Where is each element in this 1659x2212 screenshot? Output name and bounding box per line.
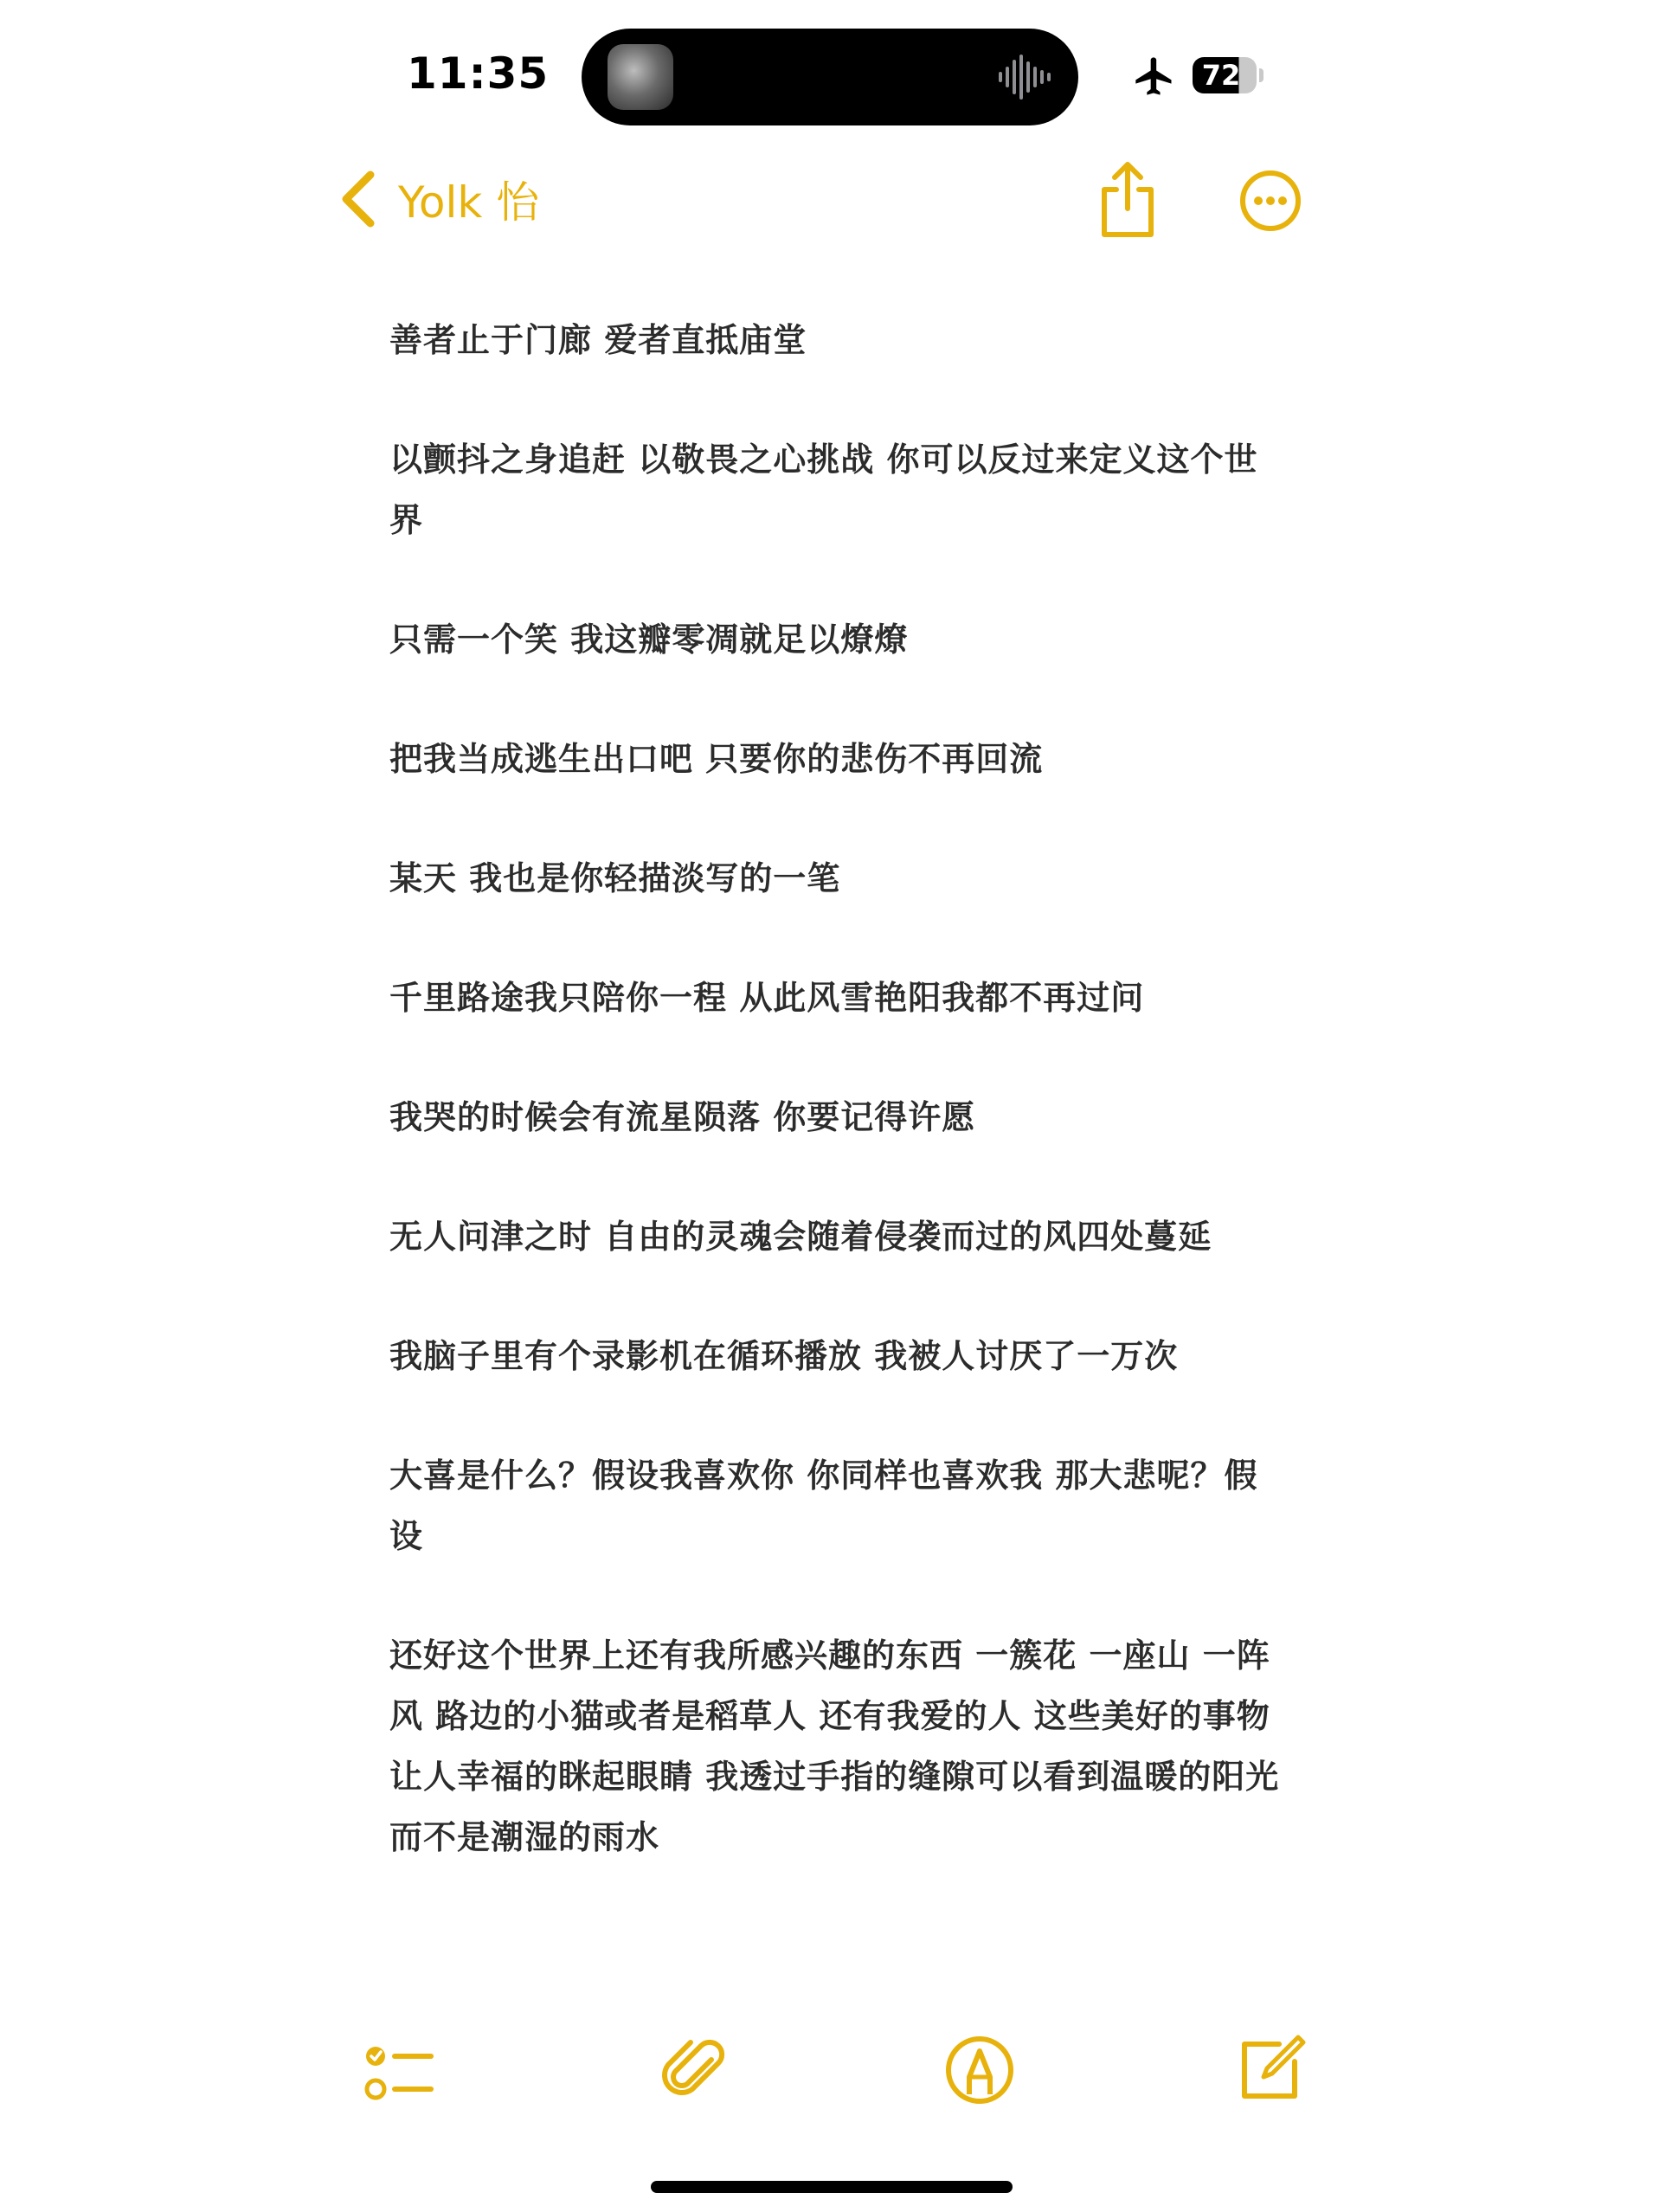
- dynamic-island[interactable]: [582, 29, 1078, 125]
- note-paragraph: 善者止于门廊 爱者直抵庙堂: [389, 321, 807, 359]
- back-label: Yolk 怡: [398, 177, 540, 228]
- battery-level: 72: [1201, 59, 1241, 92]
- paperclip-icon[interactable]: [658, 2034, 730, 2106]
- waveform-icon: [997, 55, 1052, 100]
- status-bar: [0, 0, 1659, 147]
- note-paragraph: 把我当成逃生出口吧 只要你的悲伤不再回流: [389, 740, 1044, 778]
- note-paragraph: 无人问津之时 自由的灵魂会随着侵袭而过的风四处蔓延: [389, 1218, 1212, 1256]
- more-icon[interactable]: [1239, 170, 1302, 232]
- back-button[interactable]: [339, 164, 539, 234]
- note-paragraph: 我哭的时候会有流星陨落 你要记得许愿: [389, 1098, 976, 1136]
- checklist-icon[interactable]: [363, 2037, 436, 2110]
- note-paragraph: 以颤抖之身追赶 以敬畏之心挑战 你可以反过来定义这个世界: [389, 440, 1258, 539]
- home-indicator[interactable]: [651, 2181, 1013, 2193]
- note-paragraph: 只需一个笑 我这瓣零凋就足以燎燎: [389, 621, 909, 659]
- markup-icon[interactable]: [943, 2034, 1016, 2106]
- compose-icon[interactable]: [1234, 2032, 1307, 2105]
- note-paragraph: 还好这个世界上还有我所感兴趣的东西 一簇花 一座山 一阵风 路边的小猫或者是稻草人 还有我爱的人 这些美好的事物让人幸福的眯起眼睛 我透过手指的缝隙可以看到温暖的阳光 而不是潮湿的雨水: [389, 1636, 1280, 1856]
- note-paragraph: 千里路途我只陪你一程 从此风雪艳阳我都不再过问: [389, 979, 1145, 1017]
- now-playing-artwork: [608, 44, 673, 110]
- note-paragraph: 某天 我也是你轻描淡写的一笔: [389, 859, 841, 897]
- note-paragraph: 我脑子里有个录影机在循环播放 我被人讨厌了一万次: [389, 1337, 1179, 1375]
- status-time: 11:35: [407, 48, 550, 99]
- share-icon[interactable]: [1096, 160, 1160, 240]
- chevron-back-icon: [339, 170, 377, 228]
- battery-tip: [1259, 68, 1264, 82]
- note-paragraph: 大喜是什么？假设我喜欢你 你同样也喜欢我 那大悲呢？假设: [389, 1456, 1258, 1555]
- note-body[interactable]: [389, 310, 1281, 1926]
- airplane-icon: [1132, 54, 1177, 99]
